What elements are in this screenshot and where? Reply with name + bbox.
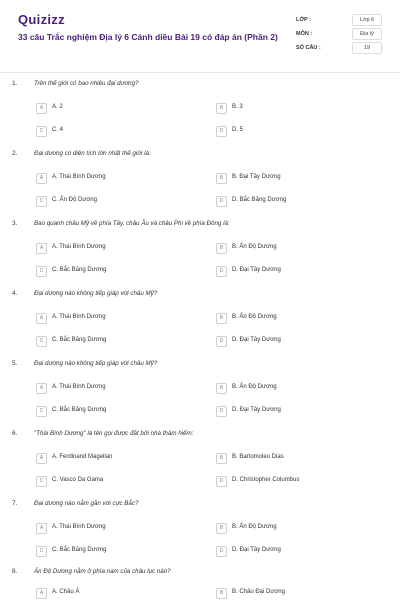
option-key-box: D [216, 196, 227, 207]
option-key-box: C [36, 406, 47, 417]
option-a[interactable] [36, 588, 186, 600]
option-b[interactable] [216, 383, 366, 395]
option-d[interactable] [216, 476, 366, 488]
option-key-box: A [36, 453, 47, 464]
option-text: D. Đại Tây Dương [232, 267, 281, 273]
option-text: B. Bartomoleu Dias [232, 454, 284, 460]
option-d[interactable] [216, 266, 366, 278]
option-b[interactable] [216, 173, 366, 185]
option-c[interactable] [36, 196, 186, 208]
option-key-box: C [36, 196, 47, 207]
option-text: C. Bắc Băng Dương [52, 407, 107, 413]
worksheet-header [18, 12, 388, 62]
option-text: D. Christopher Columbus [232, 477, 300, 483]
option-text: B. Ấn Độ Dương [232, 384, 277, 390]
option-text: B. Ấn Độ Dương [232, 524, 277, 530]
option-a[interactable] [36, 523, 186, 535]
worksheet-title: 33 câu Trắc nghiệm Địa lý 6 Cánh diều Bài 19 có đáp án (Phần 2) [18, 32, 278, 42]
question-text: Đại dương nào không tiếp giáp với châu Mỹ? [34, 290, 158, 297]
option-text: A. Thái Bình Dương [52, 384, 106, 390]
option-key-box: A [36, 523, 47, 534]
quizizz-logo: Quizizz [18, 12, 65, 27]
option-text: B. Ấn Độ Dương [232, 244, 277, 250]
meta-row-count [296, 42, 382, 56]
option-text: C. Bắc Băng Dương [52, 267, 107, 273]
option-b[interactable] [216, 313, 366, 325]
option-c[interactable] [36, 266, 186, 278]
option-text: C. Bắc Băng Dương [52, 547, 107, 553]
option-text: A. 2 [52, 104, 63, 110]
option-d[interactable] [216, 406, 366, 418]
option-c[interactable] [36, 406, 186, 418]
option-c[interactable] [36, 476, 186, 488]
option-text: D. Đại Tây Dương [232, 407, 281, 413]
option-key-box: D [216, 476, 227, 487]
option-key-box: D [216, 126, 227, 137]
header-divider [0, 72, 400, 73]
question-number: 4. [12, 290, 18, 297]
option-text: B. Châu Đại Dương [232, 589, 285, 595]
question-text: Trên thế giới có bao nhiêu đại dương? [34, 80, 139, 87]
option-text: C. Ấn Độ Dương [52, 197, 97, 203]
option-key-box: B [216, 523, 227, 534]
option-key-box: B [216, 588, 227, 599]
option-text: D. 5 [232, 127, 244, 133]
question-number: 1. [12, 80, 18, 87]
option-a[interactable] [36, 453, 186, 465]
option-a[interactable] [36, 313, 186, 325]
question-number: 6. [12, 430, 18, 437]
worksheet-meta [296, 14, 382, 56]
option-text: C. 4 [52, 127, 64, 133]
option-a[interactable] [36, 173, 186, 185]
option-key-box: A [36, 588, 47, 599]
option-key-box: D [216, 266, 227, 277]
option-text: B. 3 [232, 104, 243, 110]
option-key-box: B [216, 103, 227, 114]
option-d[interactable] [216, 336, 366, 348]
question-text: Đại dương nào nằm gần với cực Bắc? [34, 500, 139, 507]
option-text: B. Đại Tây Dương [232, 174, 281, 180]
option-key-box: A [36, 383, 47, 394]
question-number: 7. [12, 500, 18, 507]
option-key-box: C [36, 336, 47, 347]
option-key-box: B [216, 243, 227, 254]
option-d[interactable] [216, 546, 366, 558]
option-text: D. Bắc Băng Dương [232, 197, 287, 203]
question-2 [0, 150, 400, 220]
option-b[interactable] [216, 243, 366, 255]
question-number: 2. [12, 150, 18, 157]
meta-label: LỚP : [296, 17, 311, 23]
question-text: Đại dương có diện tích lớn nhất thế giới là: [34, 150, 151, 157]
question-5 [0, 360, 400, 430]
question-8 [0, 568, 400, 600]
option-key-box: B [216, 313, 227, 324]
option-d[interactable] [216, 126, 366, 138]
question-text: "Thái Bình Dương" là tên gọi được đặt bởi nhà thám hiểm: [34, 430, 194, 437]
question-4 [0, 290, 400, 360]
question-text: Đại dương nào không tiếp giáp với châu Mỹ? [34, 360, 158, 367]
option-c[interactable] [36, 546, 186, 558]
option-a[interactable] [36, 243, 186, 255]
question-1 [0, 80, 400, 150]
option-text: A. Ferdinand Magellan [52, 454, 113, 460]
meta-label: SỐ CÂU : [296, 45, 321, 51]
option-c[interactable] [36, 336, 186, 348]
option-b[interactable] [216, 453, 366, 465]
option-key-box: D [216, 406, 227, 417]
question-text: Ấn Độ Dương nằm ở phía nam của châu lục nào? [34, 568, 171, 575]
option-text: A. Thái Bình Dương [52, 314, 106, 320]
option-key-box: B [216, 173, 227, 184]
option-key-box: C [36, 126, 47, 137]
option-text: A. Thái Bình Dương [52, 244, 106, 250]
option-b[interactable] [216, 523, 366, 535]
option-key-box: C [36, 266, 47, 277]
option-text: D. Đại Tây Dương [232, 547, 281, 553]
meta-label: MÔN : [296, 31, 313, 37]
option-a[interactable] [36, 383, 186, 395]
option-key-box: B [216, 383, 227, 394]
option-key-box: D [216, 546, 227, 557]
question-7 [0, 500, 400, 570]
option-text: A. Thái Bình Dương [52, 174, 106, 180]
meta-value: Lớp 6 [352, 14, 382, 26]
option-text: C. Bắc Băng Dương [52, 337, 107, 343]
option-b[interactable] [216, 103, 366, 115]
option-key-box: A [36, 103, 47, 114]
meta-row-subject [296, 28, 382, 42]
question-3 [0, 220, 400, 290]
option-key-box: A [36, 173, 47, 184]
meta-value: 19 [352, 42, 382, 54]
option-text: A. Châu Á [52, 589, 80, 595]
option-key-box: C [36, 546, 47, 557]
question-number: 3. [12, 220, 18, 227]
question-number: 8. [12, 568, 18, 575]
option-c[interactable] [36, 126, 186, 138]
meta-row-class [296, 14, 382, 28]
question-number: 5. [12, 360, 18, 367]
question-6 [0, 430, 400, 500]
option-key-box: A [36, 243, 47, 254]
option-d[interactable] [216, 196, 366, 208]
meta-value: Địa lý [352, 28, 382, 40]
option-key-box: A [36, 313, 47, 324]
option-key-box: D [216, 336, 227, 347]
option-b[interactable] [216, 588, 366, 600]
option-key-box: C [36, 476, 47, 487]
option-text: D. Đại Tây Dương [232, 337, 281, 343]
question-text: Bao quanh châu Mỹ về phía Tây, châu Âu và châu Phi về phía Đông là: [34, 220, 230, 227]
option-a[interactable] [36, 103, 186, 115]
option-key-box: B [216, 453, 227, 464]
option-text: C. Vasco Da Gama [52, 477, 104, 483]
option-text: A. Thái Bình Dương [52, 524, 106, 530]
option-text: B. Ấn Độ Dương [232, 314, 277, 320]
